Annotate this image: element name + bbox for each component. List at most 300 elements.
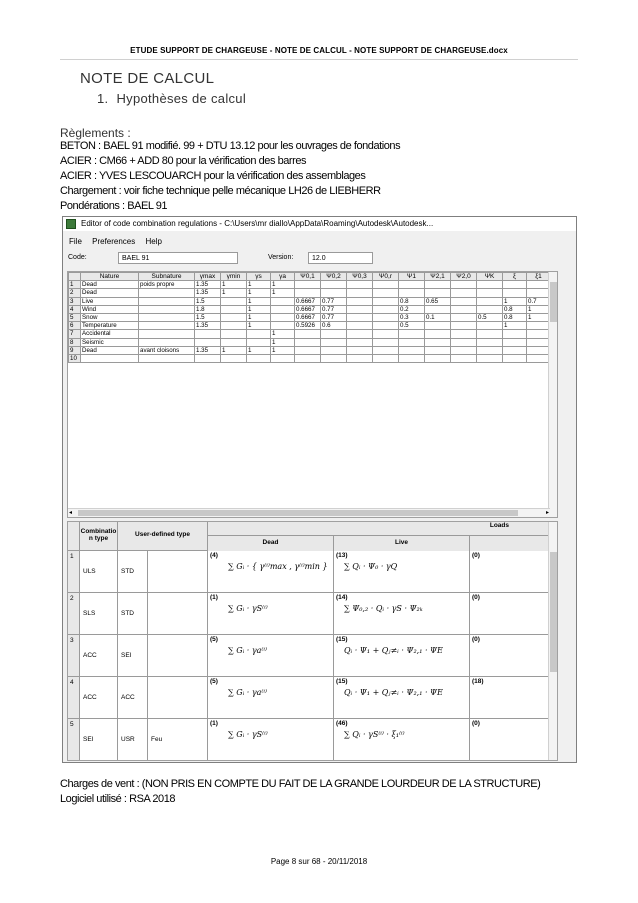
row-number: 4 (69, 305, 81, 313)
table-cell[interactable]: poids propre (139, 281, 195, 289)
table-cell[interactable] (451, 322, 477, 330)
combinations-vertical-scrollbar[interactable] (548, 522, 557, 760)
row-number: 8 (69, 338, 81, 346)
table-cell[interactable] (399, 330, 425, 338)
table-cell[interactable]: 1 (271, 330, 295, 338)
heading-note-de-calcul: NOTE DE CALCUL (80, 70, 215, 87)
table-cell[interactable] (425, 322, 451, 330)
combination-row[interactable] (68, 593, 550, 635)
table-cell[interactable] (221, 354, 247, 362)
table-cell[interactable] (321, 289, 347, 297)
menu-file[interactable]: File (69, 237, 82, 246)
table-cell[interactable] (425, 354, 451, 362)
table-cell[interactable] (221, 338, 247, 346)
table-cell[interactable] (451, 289, 477, 297)
empty-row (69, 371, 551, 379)
document-header: ETUDE SUPPORT DE CHARGEUSE - NOTE DE CALCUL - NOTE SUPPORT DE CHARGEUSE.docx (130, 46, 508, 55)
table-cell[interactable]: 1 (503, 297, 527, 305)
table-cell[interactable]: 1.5 (195, 313, 221, 321)
window-titlebar (63, 217, 576, 231)
table-cell[interactable] (425, 346, 451, 354)
table-cell[interactable] (399, 346, 425, 354)
table-cell[interactable] (527, 289, 551, 297)
table-cell[interactable]: 0.1 (425, 313, 451, 321)
table-cell[interactable]: 1 (221, 289, 247, 297)
scroll-left-icon[interactable]: ◂ (69, 510, 73, 516)
table-cell[interactable]: 1.35 (195, 346, 221, 354)
column-header: Nature (81, 273, 139, 281)
table-cell[interactable]: Wind (81, 305, 139, 313)
table-cell[interactable] (295, 354, 321, 362)
table-cell[interactable]: 0.6 (321, 322, 347, 330)
live-formula-id: (46) (336, 720, 348, 727)
table-cell[interactable] (373, 305, 399, 313)
dead-formula-id: (1) (210, 594, 218, 601)
version-field[interactable]: 12.0 (308, 252, 373, 264)
table-cell[interactable] (271, 313, 295, 321)
table-cell[interactable] (295, 330, 321, 338)
line-chargement: Chargement : voir fiche technique pelle mécanique LH26 de LIEBHERR (60, 185, 381, 197)
table-cell[interactable] (195, 330, 221, 338)
grid-horizontal-scrollbar[interactable] (68, 508, 550, 517)
line-ponderations: Pondérations : BAEL 91 (60, 200, 168, 212)
table-cell[interactable]: 0.8 (503, 313, 527, 321)
table-cell[interactable] (477, 354, 503, 362)
dead-formula: ∑ Gᵢ · γS⁽ⁱ⁾ (228, 730, 268, 739)
table-cell[interactable] (451, 346, 477, 354)
column-header: γmax (195, 273, 221, 281)
line-logiciel: Logiciel utilisé : RSA 2018 (60, 793, 176, 805)
table-row[interactable] (69, 297, 551, 305)
table-cell[interactable] (271, 297, 295, 305)
table-cell[interactable] (81, 354, 139, 362)
table-cell[interactable] (347, 346, 373, 354)
table-cell[interactable] (139, 289, 195, 297)
column-header: γmin (221, 273, 247, 281)
dead-formula-id: (4) (210, 552, 218, 559)
table-cell[interactable] (271, 354, 295, 362)
next-formula-id: (18) (472, 678, 484, 685)
combination-type: USR (121, 736, 135, 743)
table-cell[interactable] (477, 338, 503, 346)
column-header: γs (247, 273, 271, 281)
table-cell[interactable] (373, 346, 399, 354)
row-number: 6 (69, 322, 81, 330)
scroll-thumb[interactable] (550, 282, 557, 322)
table-cell[interactable]: 1 (247, 297, 271, 305)
table-cell[interactable]: 0.6667 (295, 297, 321, 305)
column-header: Ψ1 (399, 273, 425, 281)
empty-row (69, 420, 551, 428)
table-cell[interactable]: 1 (221, 281, 247, 289)
table-cell[interactable]: 1 (247, 346, 271, 354)
live-formula-id: (13) (336, 552, 348, 559)
table-cell[interactable] (139, 322, 195, 330)
table-cell[interactable] (527, 322, 551, 330)
table-cell[interactable] (221, 330, 247, 338)
table-cell[interactable] (477, 322, 503, 330)
combination-type: SEI (121, 652, 132, 659)
table-row[interactable] (69, 322, 551, 330)
table-cell[interactable]: Dead (81, 281, 139, 289)
table-cell[interactable] (139, 330, 195, 338)
table-cell[interactable] (321, 354, 347, 362)
row-number: 9 (69, 346, 81, 354)
table-cell[interactable] (399, 281, 425, 289)
table-cell[interactable]: 1 (221, 346, 247, 354)
row-number: 5 (70, 721, 74, 728)
table-cell[interactable] (451, 297, 477, 305)
code-field[interactable]: BAEL 91 (118, 252, 238, 264)
table-cell[interactable]: 1.8 (195, 305, 221, 313)
table-cell[interactable]: Snow (81, 313, 139, 321)
table-cell[interactable] (347, 338, 373, 346)
table-cell[interactable] (295, 289, 321, 297)
table-cell[interactable] (347, 354, 373, 362)
table-cell[interactable] (503, 338, 527, 346)
table-cell[interactable] (425, 338, 451, 346)
row-number: 1 (69, 281, 81, 289)
table-cell[interactable]: 1.35 (195, 281, 221, 289)
table-cell[interactable] (195, 354, 221, 362)
table-cell[interactable]: 1 (527, 313, 551, 321)
table-cell[interactable] (373, 330, 399, 338)
code-label: Code: (68, 254, 87, 261)
table-cell[interactable]: 0.8 (503, 305, 527, 313)
table-cell[interactable]: 0.65 (425, 297, 451, 305)
table-cell[interactable] (373, 322, 399, 330)
header-rule (60, 59, 578, 60)
table-cell[interactable] (399, 354, 425, 362)
combination-name: SEI (83, 736, 94, 743)
table-cell[interactable] (347, 297, 373, 305)
table-cell[interactable] (221, 322, 247, 330)
line-charges-vent: Charges de vent : (NON PRIS EN COMPTE DU FAIT DE LA GRANDE LOURDEUR DE LA STRUCTURE) (60, 778, 541, 790)
table-cell[interactable] (399, 338, 425, 346)
column-header: Subnature (139, 273, 195, 281)
table-cell[interactable] (321, 338, 347, 346)
table-cell[interactable] (503, 354, 527, 362)
table-cell[interactable]: 1 (271, 346, 295, 354)
empty-row (69, 395, 551, 403)
combinations-grid (67, 521, 558, 761)
column-header (69, 273, 81, 281)
section-label-reglements: Règlements : (60, 126, 131, 140)
table-cell[interactable] (247, 354, 271, 362)
table-cell[interactable]: avant cloisons (139, 346, 195, 354)
column-header: Ψ0,r (373, 273, 399, 281)
dead-formula-id: (5) (210, 678, 218, 685)
embedded-screenshot-window (62, 216, 577, 763)
table-cell[interactable]: 0.8 (399, 297, 425, 305)
live-formula-id: (14) (336, 594, 348, 601)
table-cell[interactable] (527, 354, 551, 362)
empty-row (69, 453, 551, 461)
table-cell[interactable] (425, 305, 451, 313)
table-row[interactable] (69, 289, 551, 297)
table-cell[interactable] (477, 297, 503, 305)
combination-type: ACC (121, 694, 135, 701)
table-cell[interactable] (295, 338, 321, 346)
table-cell[interactable]: 0.77 (321, 305, 347, 313)
column-header: ΨK (477, 273, 503, 281)
combination-name: ACC (83, 652, 97, 659)
menu-preferences[interactable]: Preferences (92, 237, 136, 246)
live-formula: ∑ Ψ₀,₂ · Qᵢ · γS · Ψ₂ₖ (344, 604, 423, 613)
app-icon (66, 219, 76, 229)
column-header: ξ1 (527, 273, 551, 281)
empty-row (69, 461, 551, 469)
table-cell[interactable] (503, 346, 527, 354)
empty-row (69, 444, 551, 452)
table-cell[interactable]: 1 (271, 281, 295, 289)
table-row[interactable] (69, 330, 551, 338)
table-cell[interactable] (503, 281, 527, 289)
table-cell[interactable] (373, 289, 399, 297)
scroll-right-icon[interactable]: ▸ (545, 510, 549, 516)
column-header: Ψ0,3 (347, 273, 373, 281)
page-footer: Page 8 sur 68 - 20/11/2018 (270, 857, 368, 866)
empty-row (69, 428, 551, 436)
table-cell[interactable]: 1 (527, 305, 551, 313)
table-cell[interactable]: 0.77 (321, 297, 347, 305)
table-cell[interactable] (247, 330, 271, 338)
table-cell[interactable] (425, 289, 451, 297)
table-cell[interactable] (295, 346, 321, 354)
table-cell[interactable]: 0.6667 (295, 313, 321, 321)
row-number: 5 (69, 313, 81, 321)
table-cell[interactable] (271, 322, 295, 330)
line-acier-lescouarch: ACIER : YVES LESCOUARCH pour la vérification des assemblages (60, 170, 366, 182)
column-header: ξ (503, 273, 527, 281)
table-cell[interactable] (347, 281, 373, 289)
table-cell[interactable]: 1 (503, 322, 527, 330)
header-combination-type: Combinatio n type (80, 522, 118, 550)
next-formula-id: (0) (472, 552, 480, 559)
next-formula-id: (0) (472, 594, 480, 601)
table-cell[interactable] (139, 305, 195, 313)
table-cell[interactable]: 1 (247, 305, 271, 313)
scroll-thumb[interactable] (78, 510, 518, 516)
table-cell[interactable] (221, 297, 247, 305)
table-cell[interactable]: 1 (247, 313, 271, 321)
table-row[interactable] (69, 354, 551, 362)
table-cell[interactable] (321, 330, 347, 338)
table-cell[interactable]: 1.5 (195, 297, 221, 305)
table-cell[interactable] (527, 338, 551, 346)
table-cell[interactable]: 0.5926 (295, 322, 321, 330)
column-header: Ψ2,0 (451, 273, 477, 281)
window-title: Editor of code combination regulations - C:\Users\mr diallo\AppData\Roaming\Autodesk\Autodesk... (81, 219, 434, 228)
table-cell[interactable] (221, 305, 247, 313)
table-cell[interactable] (373, 281, 399, 289)
table-cell[interactable] (347, 289, 373, 297)
coefficients-grid (67, 271, 558, 518)
table-cell[interactable] (321, 346, 347, 354)
empty-row (69, 436, 551, 444)
row-number: 3 (69, 297, 81, 305)
table-cell[interactable] (477, 289, 503, 297)
table-cell[interactable] (347, 322, 373, 330)
row-number: 3 (70, 637, 74, 644)
heading-hypotheses (97, 91, 246, 106)
table-row[interactable] (69, 338, 551, 346)
table-cell[interactable] (271, 305, 295, 313)
table-cell[interactable]: 1 (247, 281, 271, 289)
table-cell[interactable] (477, 330, 503, 338)
live-formula: Qᵢ · Ψ₁ + Qⱼ≠ᵢ · Ψ₂,₁ · ΨE (344, 646, 443, 655)
table-cell[interactable]: 0.5 (399, 322, 425, 330)
table-cell[interactable] (373, 313, 399, 321)
table-row[interactable] (69, 346, 551, 354)
table-cell[interactable]: Seismic (81, 338, 139, 346)
table-cell[interactable] (503, 330, 527, 338)
version-label: Version: (268, 254, 294, 261)
table-cell[interactable] (373, 338, 399, 346)
combinations-header (68, 522, 550, 551)
dead-formula: ∑ Gᵢ · γS⁽ⁱ⁾ (228, 604, 268, 613)
menu-bar (63, 235, 576, 248)
table-cell[interactable] (451, 313, 477, 321)
column-header: Ψ2,1 (425, 273, 451, 281)
line-acier-cm66: ACIER : CM66 + ADD 80 pour la vérification des barres (60, 155, 307, 167)
table-cell[interactable] (247, 338, 271, 346)
live-formula-id: (15) (336, 636, 348, 643)
table-cell[interactable]: 0.2 (399, 305, 425, 313)
table-cell[interactable]: 1 (271, 289, 295, 297)
dead-formula-id: (5) (210, 636, 218, 643)
live-formula-id: (15) (336, 678, 348, 685)
table-cell[interactable] (451, 281, 477, 289)
combination-row[interactable] (68, 677, 550, 719)
table-cell[interactable] (347, 313, 373, 321)
combination-name: ULS (83, 568, 96, 575)
table-cell[interactable] (527, 346, 551, 354)
header-dead: Dead (208, 536, 334, 551)
table-cell[interactable] (139, 354, 195, 362)
table-cell[interactable] (527, 281, 551, 289)
live-formula: Qᵢ · Ψ₁ + Qⱼ≠ᵢ · Ψ₂,₁ · ΨE (344, 688, 443, 697)
row-number: 2 (70, 595, 74, 602)
table-cell[interactable] (347, 305, 373, 313)
table-cell[interactable] (399, 289, 425, 297)
table-cell[interactable]: Dead (81, 346, 139, 354)
empty-row (69, 363, 551, 371)
table-cell[interactable]: Accidental (81, 330, 139, 338)
table-cell[interactable] (451, 330, 477, 338)
table-cell[interactable] (221, 313, 247, 321)
empty-row (69, 387, 551, 395)
code-bar (63, 250, 576, 266)
table-cell[interactable] (295, 281, 321, 289)
row-number: 2 (69, 289, 81, 297)
combination-name: SLS (83, 610, 96, 617)
table-cell[interactable]: 0.6667 (295, 305, 321, 313)
table-row[interactable] (69, 281, 551, 289)
row-number: 10 (69, 354, 81, 362)
scroll-thumb[interactable] (550, 552, 557, 672)
table-cell[interactable]: Dead (81, 289, 139, 297)
table-cell[interactable]: 0.5 (477, 313, 503, 321)
combination-row[interactable] (68, 635, 550, 677)
heading-number: 1. (97, 91, 109, 106)
table-row[interactable] (69, 305, 551, 313)
column-header: γa (271, 273, 295, 281)
table-cell[interactable] (451, 338, 477, 346)
table-cell[interactable] (451, 305, 477, 313)
table-cell[interactable]: 1 (247, 289, 271, 297)
table-cell[interactable] (425, 281, 451, 289)
table-cell[interactable] (347, 330, 373, 338)
grid-vertical-scrollbar[interactable] (545, 272, 557, 517)
live-formula: ∑ Qᵢ · Ψ₀ · γQ (344, 562, 398, 571)
table-cell[interactable] (503, 289, 527, 297)
header-user-defined-type: User-defined type (118, 522, 208, 550)
dead-formula: ∑ Gᵢ · γa⁽ⁱ⁾ (228, 646, 267, 655)
table-cell[interactable]: 1.35 (195, 322, 221, 330)
table-cell[interactable] (139, 313, 195, 321)
table-cell[interactable]: Live (81, 297, 139, 305)
heading-text: Hypothèses de calcul (116, 91, 247, 106)
table-cell[interactable] (373, 354, 399, 362)
header-live: Live (334, 536, 470, 551)
table-cell[interactable] (425, 330, 451, 338)
coefficients-table (68, 272, 551, 469)
line-beton: BETON : BAEL 91 modifié. 99 + DTU 13.12 pour les ouvrages de fondations (60, 140, 401, 152)
row-number: 7 (69, 330, 81, 338)
empty-row (69, 412, 551, 420)
row-number: 1 (70, 553, 74, 560)
user-defined-type: Feu (151, 736, 163, 743)
table-cell[interactable] (373, 297, 399, 305)
table-cell[interactable]: 0.7 (527, 297, 551, 305)
table-cell[interactable]: 1 (247, 322, 271, 330)
column-header: Ψ0,1 (295, 273, 321, 281)
table-cell[interactable] (477, 346, 503, 354)
menu-help[interactable]: Help (145, 237, 162, 246)
row-number: 4 (70, 679, 74, 686)
next-formula-id: (0) (472, 636, 480, 643)
table-cell[interactable] (451, 354, 477, 362)
table-cell[interactable]: 0.3 (399, 313, 425, 321)
table-cell[interactable]: 1.35 (195, 289, 221, 297)
table-cell[interactable] (477, 305, 503, 313)
dead-formula: ∑ Gᵢ · γa⁽ⁱ⁾ (228, 688, 267, 697)
table-cell[interactable] (321, 281, 347, 289)
table-cell[interactable]: 1 (271, 338, 295, 346)
table-cell[interactable] (139, 297, 195, 305)
combination-row[interactable] (68, 551, 550, 593)
table-cell[interactable] (139, 338, 195, 346)
table-row[interactable] (69, 313, 551, 321)
combination-type: STD (121, 568, 134, 575)
table-cell[interactable] (477, 281, 503, 289)
table-cell[interactable] (527, 330, 551, 338)
combination-row[interactable] (68, 719, 550, 761)
combination-name: ACC (83, 694, 97, 701)
table-cell[interactable]: Temperature (81, 322, 139, 330)
column-header: Ψ0,2 (321, 273, 347, 281)
table-cell[interactable] (195, 338, 221, 346)
header-loads: Loads (208, 522, 550, 536)
live-formula: ∑ Qᵢ · γS⁽ⁱ⁾ · ξ₁⁽ⁱ⁾ (344, 730, 405, 739)
empty-row (69, 404, 551, 412)
table-cell[interactable]: 0.77 (321, 313, 347, 321)
empty-row (69, 379, 551, 387)
next-formula-id: (0) (472, 720, 480, 727)
dead-formula: ∑ Gᵢ · { γ⁽ⁱ⁾max , γ⁽ⁱ⁾min } (228, 562, 328, 571)
combination-type: STD (121, 610, 134, 617)
